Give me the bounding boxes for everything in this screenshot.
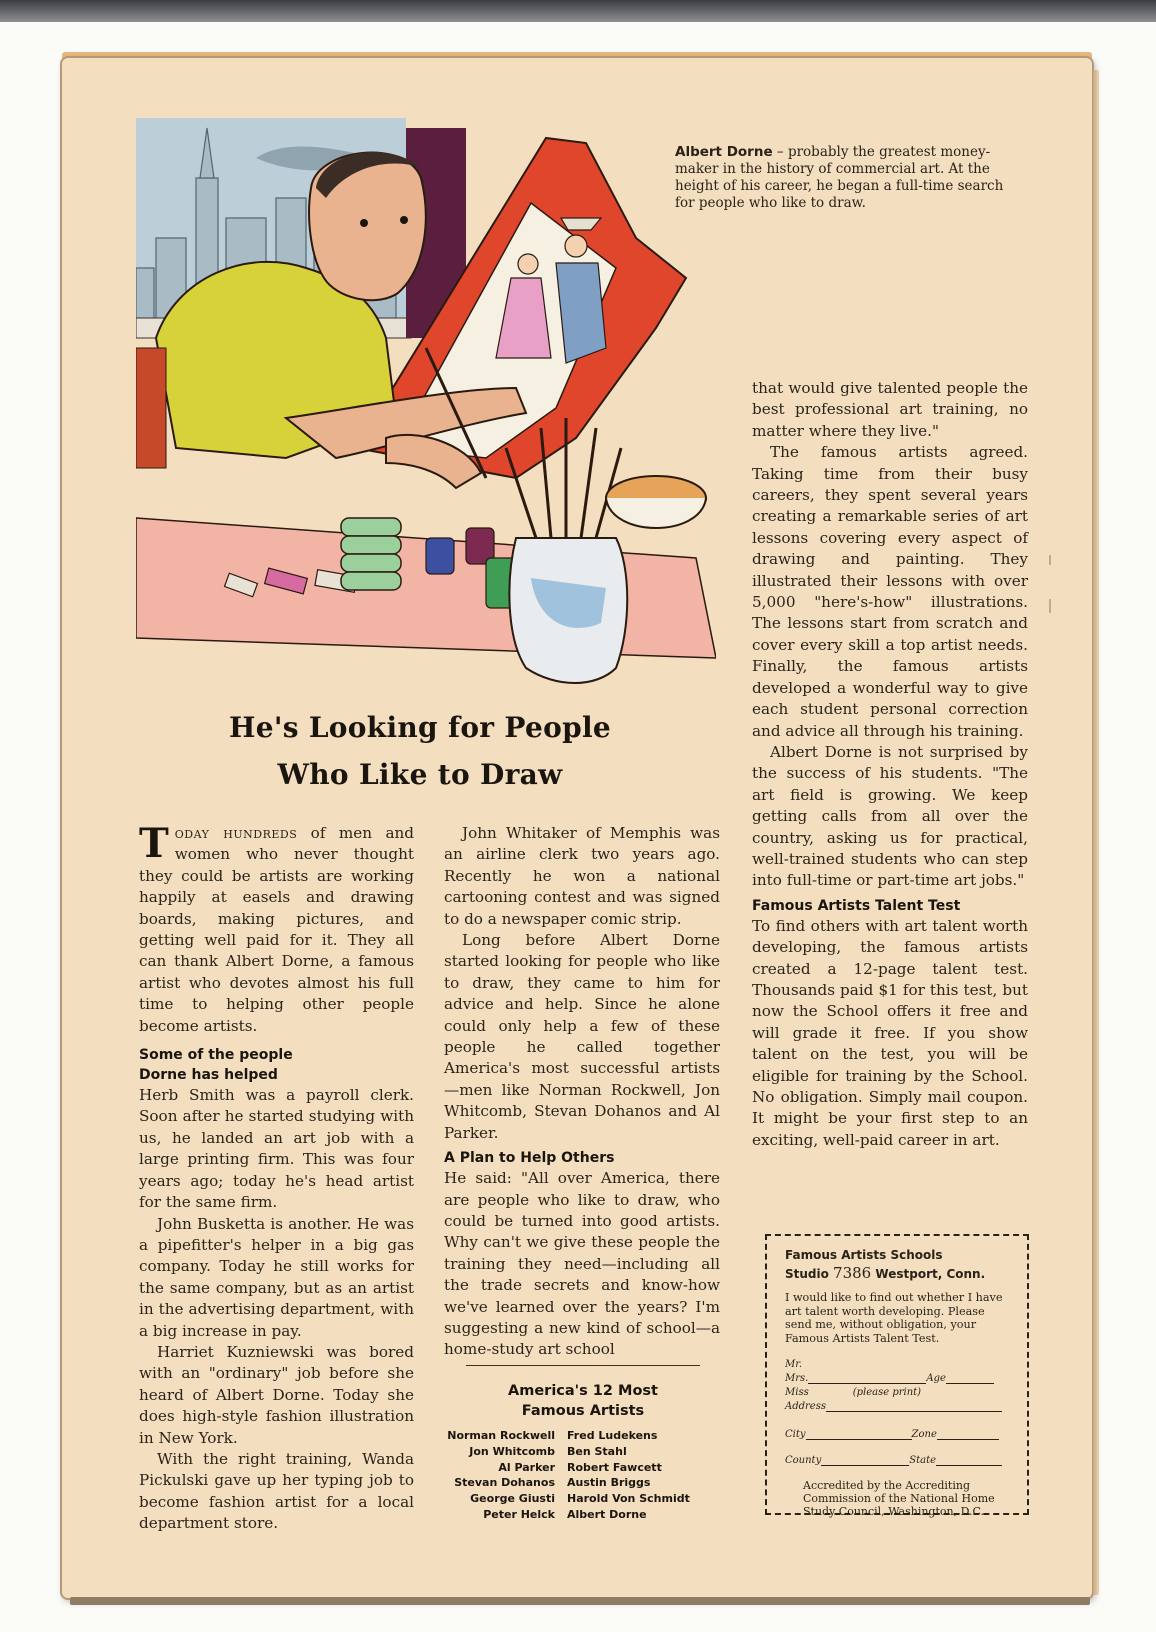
intro-smallcaps: oday hundreds xyxy=(174,824,298,842)
page-right-edge xyxy=(1093,70,1099,1595)
coupon-mrs-label: Mrs. xyxy=(785,1373,809,1384)
coupon-city-label: City xyxy=(785,1429,806,1440)
coupon-miss-label: Miss xyxy=(785,1387,809,1398)
artist-name: Stevan Dohanos xyxy=(454,1476,555,1490)
scan-top-border xyxy=(0,0,1156,22)
artist-name: Austin Briggs xyxy=(567,1476,651,1490)
coupon-field-row xyxy=(785,1429,1013,1443)
artist-name: Al Parker xyxy=(498,1460,555,1474)
artist-name: Jon Whitcomb xyxy=(469,1444,555,1458)
coupon-zone-label: Zone xyxy=(911,1429,937,1440)
coupon-location: Westport, Conn. xyxy=(871,1267,986,1281)
artist-row xyxy=(437,1491,727,1507)
artist-row xyxy=(437,1507,727,1523)
coupon-mr-label: Mr. xyxy=(785,1359,803,1370)
name-field[interactable] xyxy=(808,1383,926,1384)
caption-text: – probably the greatest money-maker in the history of commercial art. At the height of his career, he began a full-time search for people who like to draw. xyxy=(675,144,1004,211)
section-heading-helped-1: Some of the people xyxy=(139,1047,293,1064)
coupon-body-text: I would like to find out whether I have art talent worth developing. Please send me, without obligation, your Famous Artists Talent Test. xyxy=(785,1291,1003,1345)
coupon-age-label: Age xyxy=(926,1373,946,1384)
coupon-county-label: County xyxy=(785,1455,822,1466)
illustration-caption xyxy=(675,144,1005,212)
artists-list-title-line1: America's 12 Most xyxy=(508,1383,658,1399)
chair xyxy=(136,348,166,468)
paragraph-john-whitaker: John Whitaker of Memphis was an airline clerk two years ago. Recently he won a national cartooning contest and was signed to do a newspaper comic strip. xyxy=(444,824,720,928)
drop-cap: T xyxy=(139,820,169,867)
article-column-2 xyxy=(444,823,720,1361)
article-column-3 xyxy=(752,378,1028,1151)
intro-paragraph xyxy=(139,820,415,1037)
margin-pencil-mark xyxy=(1048,555,1052,613)
section-heading-talent-test: Famous Artists Talent Test xyxy=(752,897,961,914)
artists-list xyxy=(437,1428,727,1523)
coupon-field-row xyxy=(785,1455,1013,1469)
artists-list-title xyxy=(455,1381,711,1421)
stacked-paint-jars-icon xyxy=(341,518,401,590)
article-column-1 xyxy=(139,820,415,1535)
paragraph-john-busketta: John Busketta is another. He was a pipefitter's helper in a big gas company. Today he still works for the same company, but as an artist in the advertising department, with a big increase in pay. xyxy=(139,1214,414,1340)
coupon-print-note: (please print) xyxy=(852,1387,922,1398)
albert-dorne-illustration xyxy=(136,118,716,698)
headline-line2: Who Like to Draw xyxy=(277,758,563,791)
mail-coupon[interactable] xyxy=(765,1234,1029,1518)
artist-name: Peter Helck xyxy=(483,1507,555,1521)
paragraph-wanda: With the right training, Wanda Pickulski gave up her typing job to become fashion artist for a local department store. xyxy=(139,1449,414,1533)
age-field[interactable] xyxy=(946,1383,994,1384)
paragraph-long-before: Long before Albert Dorne started looking for people who like to draw, they came to him for advice and help. Since he alone could only help a few of these people he called together America's most successful artists —men like Norman Rockwell, Jon Whitcomb, Stevan Dohanos and Al Parker. xyxy=(444,931,720,1142)
coupon-accreditation: Accredited by the Accrediting Commission of the National Home Study Council, Washington, D.C. xyxy=(803,1479,995,1518)
artists-list-title-line2: Famous Artists xyxy=(521,1403,645,1419)
coupon-studio-line xyxy=(785,1264,1013,1283)
state-field[interactable] xyxy=(936,1465,1002,1466)
caption-name: Albert Dorne xyxy=(675,144,773,160)
paragraph-herb-smith: Herb Smith was a payroll clerk. Soon after he started studying with us, he landed an art job with a large printing firm. This was four years ago; today he's head artist for the same firm. xyxy=(139,1086,414,1212)
paragraph-talent-test: To find others with art talent worth developing, the famous artists created a 12-page talent test. Thousands paid $1 for this test, but now the School offers it free and will grade it free. If you show talent on the test, you will be eligible for training by the School. No obligation. Simply mail coupon. It might be your first step to an exciting, well-paid career in art. xyxy=(752,916,1028,1149)
artist-row xyxy=(437,1428,727,1444)
page-bottom-edge xyxy=(70,1597,1090,1605)
section-heading-helped-2: Dorne has helped xyxy=(139,1067,278,1084)
coupon-school-name: Famous Artists Schools xyxy=(785,1248,943,1262)
paragraph-harriet: Harriet Kuzniewski was bored with an "ordinary" job before she heard of Albert Dorne. Today she does high-style fashion illustration in New York. xyxy=(139,1342,414,1447)
paragraph-artists-agreed: The famous artists agreed. Taking time from their busy careers, they spent several years creating a remarkable series of art lessons covering every aspect of drawing and painting. They illustrated their lessons with over 5,000 "here's-how" illustrations. The lessons start from scratch and cover every skill a top artist needs. Finally, the famous artists developed a wonderful way to give each student personal correction and advice all through his training. xyxy=(752,443,1028,740)
artist-row xyxy=(437,1475,727,1491)
artist-name: Ben Stahl xyxy=(567,1444,627,1458)
coupon-field-row xyxy=(785,1401,1013,1415)
coupon-address-label: Address xyxy=(785,1401,826,1412)
coupon-field-row xyxy=(785,1373,1013,1387)
artist-row xyxy=(437,1444,727,1460)
artist-name: Albert Dorne xyxy=(567,1507,647,1521)
artist-name: Norman Rockwell xyxy=(447,1429,555,1442)
paragraph-not-surprised: Albert Dorne is not surprised by the success of his students. "The art field is growing. We keep getting calls from all over the country, asking us for practical, well-trained students who can step into full-time or part-time art jobs." xyxy=(752,742,1028,890)
coupon-studio-number: 7386 xyxy=(833,1264,872,1282)
artist-name: Fred Ludekens xyxy=(567,1429,658,1442)
headline xyxy=(170,704,670,798)
artist-name: Harold Von Schmidt xyxy=(567,1492,690,1506)
coupon-form xyxy=(785,1359,1013,1469)
zone-field[interactable] xyxy=(937,1439,999,1440)
section-heading-plan: A Plan to Help Others xyxy=(444,1150,615,1167)
coupon-studio-label: Studio xyxy=(785,1267,834,1281)
county-field[interactable] xyxy=(821,1465,909,1466)
address-field[interactable] xyxy=(826,1411,1002,1412)
coupon-field-row xyxy=(785,1359,1013,1373)
paragraph-he-said: He said: "All over America, there are people who like to draw, who could be turned into good artists. Why can't we give these people the training they need—including all the trade secrets and know-how we've learned over the years? I'm suggesting a new kind of school—a home-study art school xyxy=(444,1169,720,1359)
intro-text: of men and women who never thought they could be artists are working happily at easels and drawing boards, making pictures, and getting well paid for it. They all can thank Albert Dorne, a famous artist who devotes almost his full time to helping other people become artists. xyxy=(139,824,415,1035)
city-field[interactable] xyxy=(806,1439,912,1440)
coupon-field-row xyxy=(785,1387,1013,1401)
divider-rule xyxy=(466,1365,700,1366)
artist-name: Robert Fawcett xyxy=(567,1460,662,1474)
artist-name: George Giusti xyxy=(470,1492,555,1506)
table xyxy=(136,518,716,658)
headline-line1: He's Looking for People xyxy=(228,711,612,744)
artist-row xyxy=(437,1460,727,1476)
coupon-state-label: State xyxy=(909,1455,937,1466)
paragraph-continued: that would give talented people the best professional art training, no matter where they live." xyxy=(752,379,1028,440)
